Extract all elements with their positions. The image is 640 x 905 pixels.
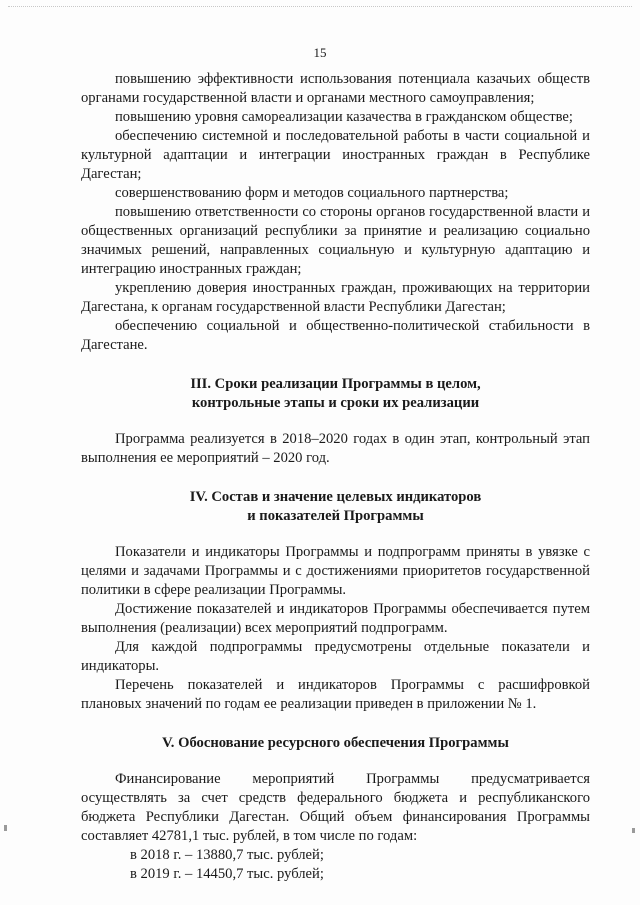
section-5-title: V. Обоснование ресурсного обеспечения Программы	[162, 735, 509, 751]
intro-item-6: укреплению доверия иностранных граждан, проживающих на территории Дагестана, к органам государственной власти Республики Дагестан;	[81, 280, 590, 315]
page-number: 15	[313, 45, 327, 60]
section-3-title-line-1: III. Сроки реализации Программы в целом,	[190, 376, 481, 392]
section-4-paragraph-2: Достижение показателей и индикаторов Программы обеспечивается путем выполнения (реализации) всех мероприятий подпрограмм.	[81, 601, 590, 636]
section-4-title-line-2: и показателей Программы	[247, 508, 424, 524]
funding-year-2018: в 2018 г. – 13880,7 тыс. рублей;	[130, 847, 324, 863]
intro-item-1: повышению эффективности использования потенциала казачьих обществ органами государственной власти и органами местного самоуправления;	[81, 71, 590, 106]
section-4-paragraph-1: Показатели и индикаторы Программы и подпрограмм приняты в увязке с целями и задачами Программы и с достижениями приоритетов государственной политики в сфере реализации Программы.	[81, 544, 590, 598]
document-body	[81, 70, 590, 884]
section-4-heading	[81, 488, 590, 526]
section-4-title-line-1: IV. Состав и значение целевых индикаторов	[189, 489, 482, 505]
section-3-title-line-2: контрольные этапы и сроки их реализации	[191, 395, 480, 411]
scan-edge-artifact	[8, 6, 632, 9]
scan-edge-mark-right	[632, 828, 635, 833]
scan-edge-mark-left	[4, 825, 7, 831]
intro-item-3: обеспечению системной и последовательной работы в части социальной и культурной адаптации и интеграции иностранных граждан в Республике Дагестан;	[81, 128, 590, 182]
intro-item-2: повышению уровня самореализации казачества в гражданском обществе;	[115, 109, 573, 125]
section-3-paragraph: Программа реализуется в 2018–2020 годах в один этап, контрольный этап выполнения ее мероприятий – 2020 год.	[81, 431, 590, 466]
section-4-paragraph-4: Перечень показателей и индикаторов Программы с расшифровкой плановых значений по годам ее реализации приведен в приложении № 1.	[81, 677, 590, 712]
intro-item-4: совершенствованию форм и методов социального партнерства;	[115, 185, 509, 201]
funding-year-2019: в 2019 г. – 14450,7 тыс. рублей;	[130, 866, 324, 882]
intro-item-7: обеспечению социальной и общественно-политической стабильности в Дагестане.	[81, 318, 590, 353]
section-5-paragraph: Финансирование мероприятий Программы предусматривается осуществлять за счет средств федерального бюджета и республиканского бюджета Республики Дагестан. Общий объем финансирования Программы составляет 42781,1 тыс. рублей, в том числе по годам:	[81, 771, 590, 844]
intro-item-5: повышению ответственности со стороны органов государственной власти и общественных организаций республики за принятие и реализацию социально значимых решений, направленных социальную и культурную адаптацию и интеграцию иностранных граждан;	[81, 204, 590, 277]
section-4-paragraph-3: Для каждой подпрограммы предусмотрены отдельные показатели и индикаторы.	[81, 639, 590, 674]
section-3-heading	[81, 375, 590, 413]
